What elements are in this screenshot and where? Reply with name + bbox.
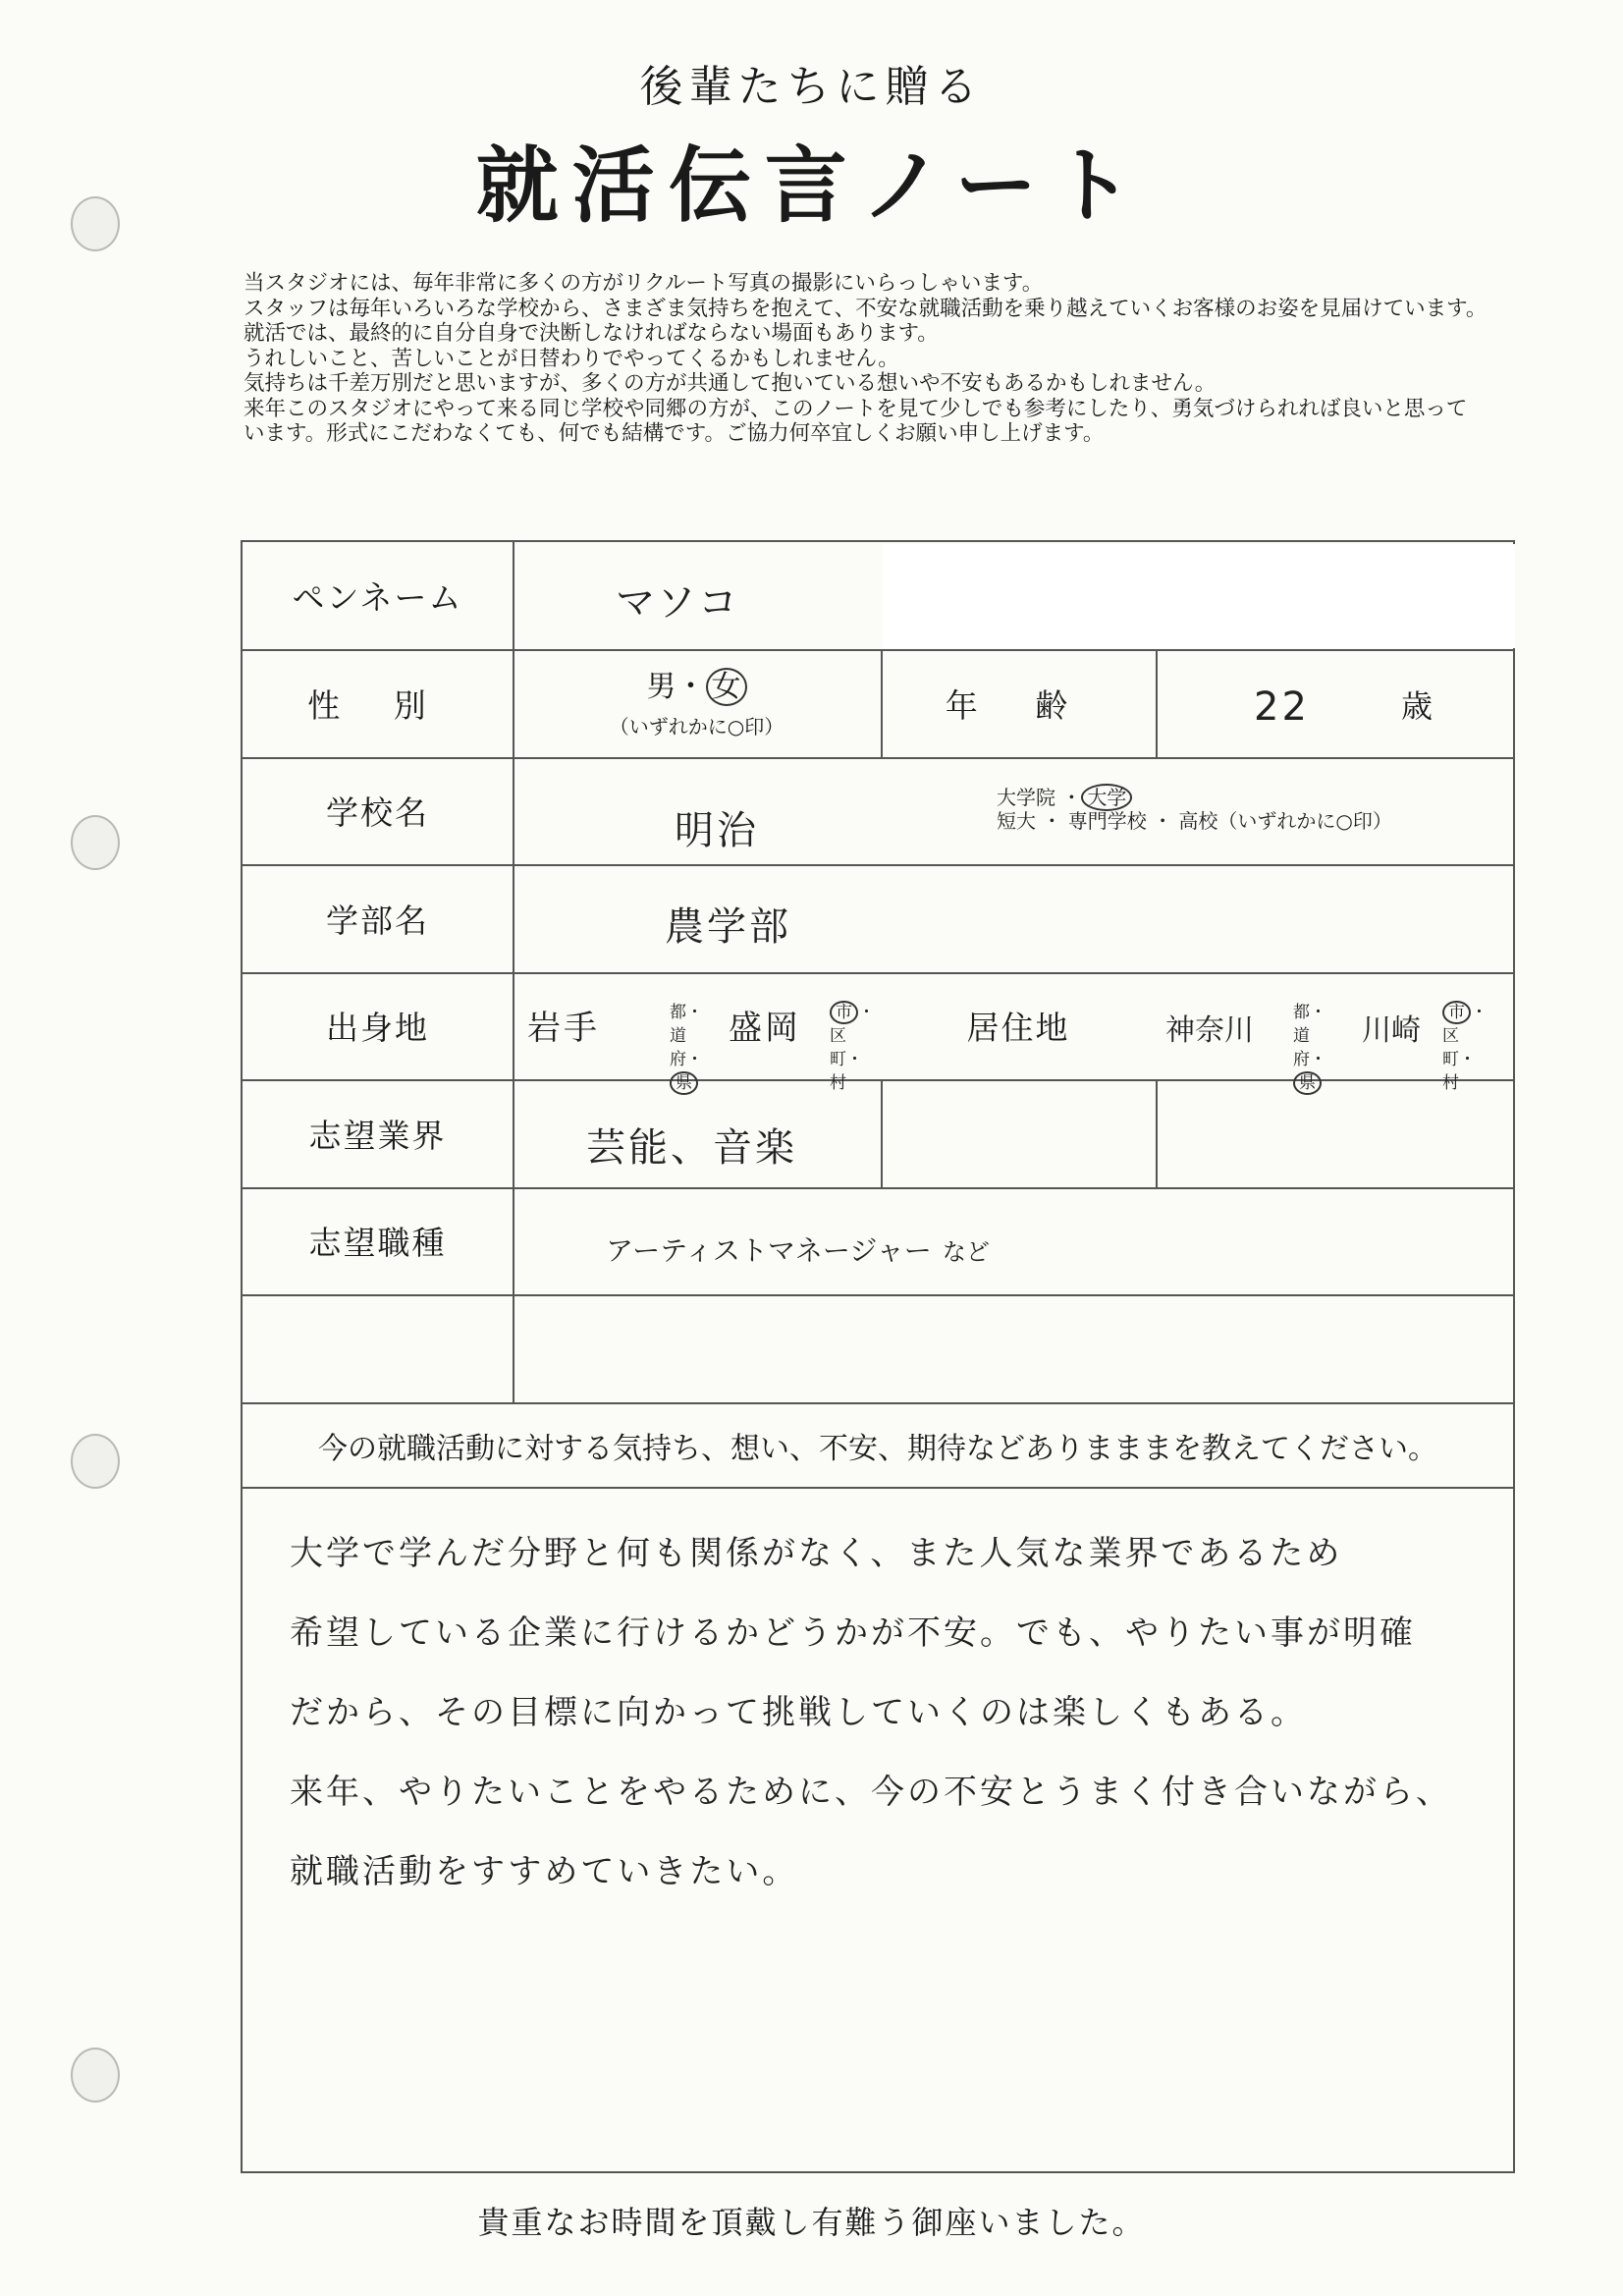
gender-separator: ・: [676, 670, 706, 704]
gender-options: [513, 662, 881, 705]
birthplace-pref-value: 岩手: [527, 1009, 600, 1048]
pen-name-label: ペンネーム: [292, 578, 463, 617]
age-unit: 歳: [1401, 687, 1434, 725]
feelings-prompt: 今の就職活動に対する気持ち、想い、不安、期待などありまままを教えてください。: [318, 1432, 1437, 1466]
city-options-line1: ・区: [830, 1003, 875, 1046]
job-suffix: など: [942, 1238, 990, 1266]
gender-note: （いずれかに○印）: [609, 715, 784, 738]
intro-line: います。形式にこだわなくても、何でも結構です。ご協力何卒宜しくお願い申し上げます。: [243, 421, 1105, 446]
redacted-area: [883, 544, 1515, 648]
school-value: 明治: [675, 808, 759, 853]
birthplace-city-value: 盛岡: [729, 1009, 801, 1048]
intro-line: 当スタジオには、毎年非常に多くの方がリクルート写真の撮影にいらっしゃいます。: [243, 271, 1044, 296]
pref-options-line2: 府・: [670, 1050, 703, 1069]
intro-line: 就活では、最終的に自分自身で決断しなければならない場面もあります。: [243, 321, 939, 346]
school-type-options: [997, 786, 1392, 833]
feelings-line: 就職活動をすすめていきたい。: [290, 1852, 799, 1891]
industry-label: 志望業界: [308, 1116, 447, 1155]
punch-hole: [71, 2048, 120, 2103]
page-title: 就活伝言ノート: [475, 137, 1148, 234]
city-circled: 市: [1442, 1001, 1471, 1024]
residence-city-options: [1442, 1001, 1491, 1095]
intro-line: スタッフは毎年いろいろな学校から、さまざま気持ちを抱えて、不安な就職活動を乗り越えていくお客様のお姿を見届けています。: [243, 296, 1488, 321]
birthplace-label: 出身地: [326, 1009, 429, 1047]
gender-male: 男: [646, 670, 676, 704]
city-options-line2: 町・村: [1442, 1050, 1476, 1093]
pen-name-value: マソコ: [616, 580, 740, 626]
city-options-line1: ・区: [1442, 1003, 1488, 1046]
intro-line: 気持ちは千差万別だと思いますが、多くの方が共通して抱いている想いや不安もあるかもしれません。: [243, 371, 1217, 396]
feelings-line: 大学で学んだ分野と何も関係がなく、また人気な業界であるため: [290, 1534, 1343, 1573]
page-subtitle: 後輩たちに贈る: [639, 62, 984, 112]
age-value: 22: [1254, 684, 1310, 730]
gender-label: 性 別: [307, 685, 448, 725]
message-form: [241, 540, 1515, 2173]
faculty-value: 農学部: [665, 904, 791, 950]
pref-circled: 県: [670, 1071, 698, 1095]
feelings-line: 来年、やりたいことをやるために、今の不安とうまく付き合いながら、: [290, 1773, 1452, 1812]
pref-options-line2: 府・: [1293, 1050, 1326, 1069]
gender-female-circled: 女: [706, 668, 747, 706]
intro-line: 来年このスタジオにやって来る同じ学校や同郷の方が、このノートを見て少しでも参考にしたり、勇気づけられれば良いと思って: [243, 396, 1468, 421]
job-value-line: [606, 1230, 990, 1269]
birthplace-pref-options: [670, 1001, 719, 1095]
job-value: アーティストマネージャー: [606, 1234, 932, 1267]
age-label: 年 齢: [945, 685, 1092, 725]
residence-pref-value: 神奈川: [1165, 1013, 1254, 1048]
pref-options-line1: 都・道: [670, 1003, 703, 1046]
school-type-others: 短大 ・ 専門学校 ・ 高校（いずれかに○印）: [997, 809, 1392, 833]
residence-label: 居住地: [966, 1009, 1070, 1047]
school-type-university-circled: 大学: [1081, 784, 1132, 811]
intro-text: [243, 271, 1589, 447]
footer-thanks: 貴重なお時間を頂戴し有難う御座いました。: [477, 2204, 1146, 2241]
city-circled: 市: [830, 1001, 858, 1024]
feelings-text: [290, 1514, 1488, 1912]
feelings-line: だから、その目標に向かって挑戦していくのは楽しくもある。: [290, 1693, 1307, 1732]
feelings-line: 希望している企業に行けるかどうかが不安。でも、やりたい事が明確: [290, 1613, 1416, 1653]
birthplace-city-options: [830, 1001, 879, 1095]
faculty-label: 学部名: [326, 901, 429, 940]
punch-hole: [71, 815, 120, 870]
pref-circled: 県: [1293, 1071, 1322, 1095]
residence-city-value: 川崎: [1362, 1013, 1421, 1048]
pref-options-line1: 都・道: [1293, 1003, 1326, 1046]
industry-value: 芸能、音楽: [586, 1125, 797, 1171]
job-label: 志望職種: [308, 1224, 447, 1262]
city-options-line2: 町・村: [830, 1050, 863, 1093]
school-label: 学校名: [326, 793, 429, 832]
residence-pref-options: [1293, 1001, 1342, 1095]
intro-line: うれしいこと、苦しいことが日替わりでやってくるかもしれません。: [243, 346, 899, 371]
school-type-grad: 大学院 ・: [997, 786, 1082, 809]
punch-hole: [71, 1434, 120, 1489]
